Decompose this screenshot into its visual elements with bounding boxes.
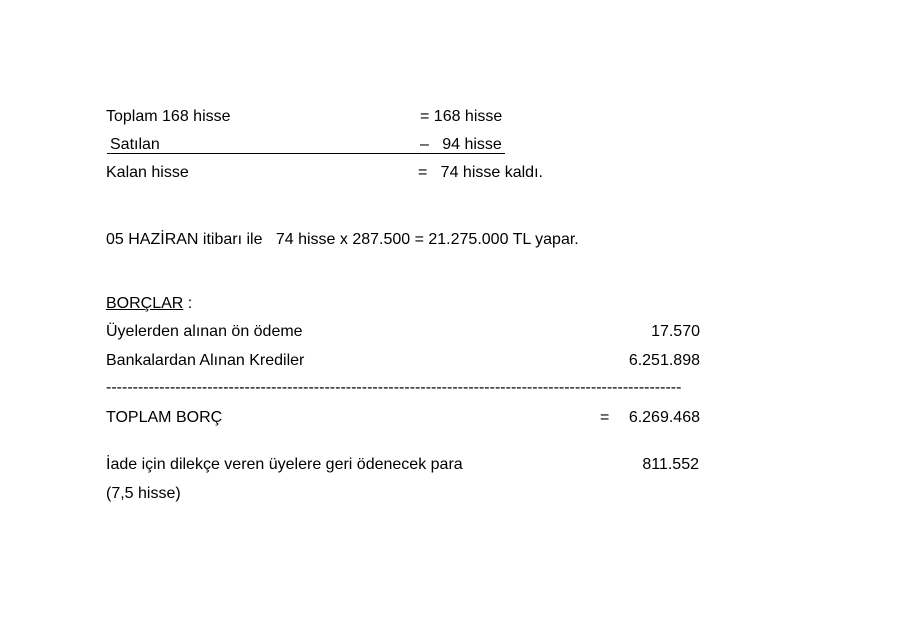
debt-item-value: 17.570 [651, 323, 700, 340]
sold-row-underline [107, 153, 505, 154]
total-debt-label: TOPLAM BORÇ [106, 409, 223, 426]
refund-note: (7,5 hisse) [106, 485, 181, 502]
total-debt-value: 6.269.468 [628, 409, 700, 426]
debts-heading-colon: : [183, 295, 193, 312]
remaining-shares-label: Kalan hisse [106, 164, 189, 181]
debts-heading-row [106, 294, 192, 314]
separator-dashes: ------------------------------------------------------------------------------------------------------------ [106, 379, 682, 396]
sold-shares-label: Satılan [110, 136, 160, 153]
refund-label: İade için dilekçe veren üyelere geri ödenecek para [106, 456, 463, 473]
refund-value: 811.552 [642, 456, 699, 473]
sold-shares-value: – 94 hisse [420, 136, 502, 153]
debt-item-label: Üyelerden alınan ön ödeme [106, 323, 303, 340]
total-shares-label: Toplam 168 hisse [106, 108, 231, 125]
debts-heading: BORÇLAR [106, 295, 184, 312]
calculation-line: 05 HAZİRAN itibarı ile 74 hisse x 287.500 = 21.275.000 TL yapar. [106, 231, 579, 248]
remaining-shares-value: = 74 hisse kaldı. [418, 164, 543, 181]
total-shares-value: = 168 hisse [420, 108, 503, 125]
debt-item-label: Bankalardan Alınan Krediler [106, 352, 305, 369]
total-debt-equals: = [600, 409, 610, 426]
debt-item-value: 6.251.898 [628, 352, 700, 369]
